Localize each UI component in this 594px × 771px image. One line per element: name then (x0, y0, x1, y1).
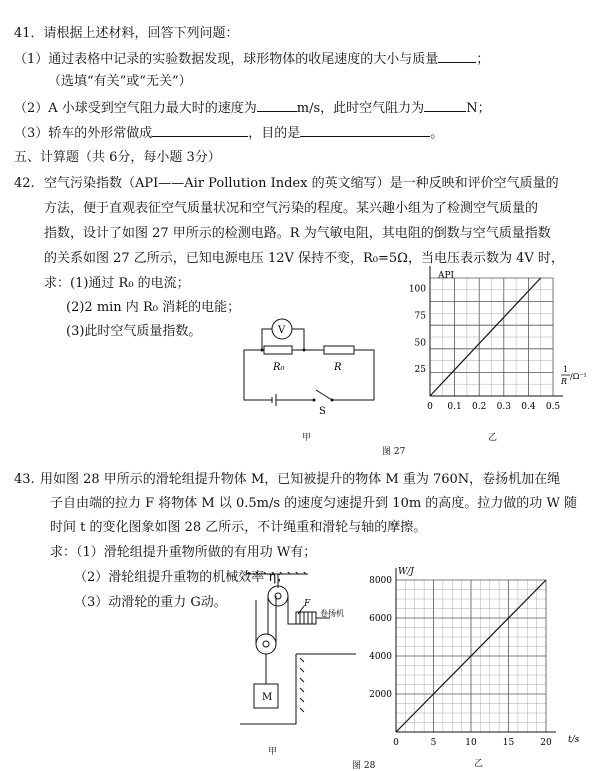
winch (296, 612, 316, 624)
answer-blank[interactable] (300, 124, 430, 137)
x-unit-bottom: R (561, 377, 568, 386)
circuit-caption: 甲 (302, 433, 312, 443)
pulley-caption: 甲 (268, 747, 278, 757)
q42-line-1: 空气污染指数（API——Air Pollution Index 的英文缩写）是一种反映和评价空气质量的 (44, 176, 559, 191)
work-axis-label: W/J (398, 567, 414, 577)
x-tick-label: 0.1 (447, 402, 462, 412)
switch-label: S (319, 406, 326, 417)
x-tick-label: 0 (427, 402, 433, 412)
y-tick-label: 75 (414, 311, 426, 322)
q43-number: 43. (14, 472, 35, 487)
y-tick-label: 100 (408, 284, 426, 295)
q41-part2-mid: m/s，此时空气阻力为 (296, 101, 425, 116)
x-tick-label: 0 (393, 738, 399, 748)
q43-ask-1: 求：（1）滑轮组提升重物所做的有用功 W有； (50, 545, 317, 560)
force-label: F (304, 599, 311, 609)
x-tick-label: 0.4 (521, 402, 536, 412)
y-tick-label: 50 (414, 338, 426, 349)
api-graph-caption: 乙 (488, 433, 498, 443)
q41-part1-text: （1）通过表格中记录的实验数据发现，球形物体的收尾速度的大小与质量 (14, 52, 439, 67)
winch-label: 卷扬机 (320, 609, 344, 618)
q41-part1-hint: （选填“有关”或“无关”） (48, 74, 192, 89)
y-tick-label: 8000 (369, 576, 392, 586)
q42-ask-2: (2)2 min 内 R₀ 消耗的电能； (66, 300, 241, 315)
voltmeter-label: V (278, 325, 286, 336)
answer-blank[interactable] (152, 124, 248, 137)
x-tick-label: 5 (430, 738, 437, 748)
x-unit-top: 1 (563, 365, 569, 374)
x-tick-label: 0.5 (545, 402, 561, 412)
q41-part2 (14, 99, 491, 117)
circuit-diagram (236, 312, 382, 420)
r-label: R (334, 362, 342, 373)
y-tick-label: 2000 (369, 690, 392, 700)
movable-pulley (256, 634, 276, 654)
r0-label: R₀ (273, 362, 285, 373)
q43-ask-2: （2）滑轮组提升重物的机械效率 η； (74, 570, 290, 585)
fixed-pulley (268, 586, 288, 606)
x-tick-label: 0.2 (472, 402, 487, 412)
q42-line-3: 指数，设计了如图 27 甲所示的检测电路。R 为气敏电阻，其电阻的倒数与空气质量指数 (44, 226, 551, 241)
x-unit-suffix: /Ω⁻¹ (570, 372, 587, 381)
time-axis-label: t/s (568, 735, 580, 745)
figure-28-caption: 图 28 (352, 761, 376, 771)
q41-part1-end: ； (476, 52, 490, 67)
y-tick-label: 6000 (369, 614, 392, 624)
resistor-r0 (264, 346, 292, 354)
pulley-diagram (238, 572, 362, 742)
api-graph (400, 266, 590, 422)
q43-line-1: 用如图 28 甲所示的滑轮组提升物体 M，已知被提升的物体 M 重为 760N，卷扬机加在绳 (40, 472, 561, 487)
section-heading: 五、计算题（共 6分，每小题 3分） (14, 150, 221, 165)
x-tick-label: 20 (540, 738, 552, 748)
q41-part3-text: （3）轿车的外形常做成 (14, 126, 153, 141)
q42-line-4: 的关系如图 27 乙所示，已知电源电压 12V 保持不变，R₀=5Ω，当电压表示数为 4V 时， (44, 251, 564, 266)
q43-ask-3: （3）动滑轮的重力 G动。 (74, 595, 227, 610)
api-axis-label: API (438, 271, 455, 281)
q42-line-2: 方法，便于直观表征空气质量状况和空气污染的程度。某兴趣小组为了检测空气质量的 (44, 201, 539, 216)
x-tick-label: 15 (502, 738, 515, 748)
q41-part1 (14, 50, 489, 68)
work-graph-caption: 乙 (474, 759, 484, 769)
q41-part3 (14, 124, 443, 142)
x-tick-label: 0.3 (496, 402, 511, 412)
q43-line-2: 子自由端的拉力 F 将物体 M 以 0.5m/s 的速度匀速提升到 10m 的高度。拉力做的功 W 随 (50, 496, 577, 511)
figure-27-caption: 图 27 (382, 447, 406, 457)
answer-blank[interactable] (257, 99, 297, 112)
answer-blank[interactable] (424, 99, 466, 112)
work-graph (368, 562, 594, 752)
q42-ask-3: (3)此时空气质量指数。 (66, 324, 202, 339)
y-tick-label: 4000 (369, 652, 392, 662)
x-tick-label: 10 (465, 738, 477, 748)
q41-part3-mid: ，目的是 (248, 126, 301, 141)
answer-blank[interactable] (438, 50, 476, 63)
q41-stem: 41．请根据上述材料，回答下列问题： (14, 26, 239, 41)
q42-number: 42. (14, 176, 35, 191)
q41-part3-end: 。 (430, 126, 444, 141)
q41-part2-end: N； (466, 101, 491, 116)
q43-line-3: 时间 t 的变化图象如图 28 乙所示，不计绳重和滑轮与轴的摩擦。 (50, 520, 427, 535)
q42-ask-1: 求：(1)通过 R₀ 的电流； (44, 276, 190, 291)
q41-part2-text: （2）A 小球受到空气阻力最大时的速度为 (14, 101, 257, 116)
resistor-r (324, 346, 354, 354)
y-tick-label: 25 (414, 365, 426, 376)
mass-label: M (262, 692, 273, 703)
